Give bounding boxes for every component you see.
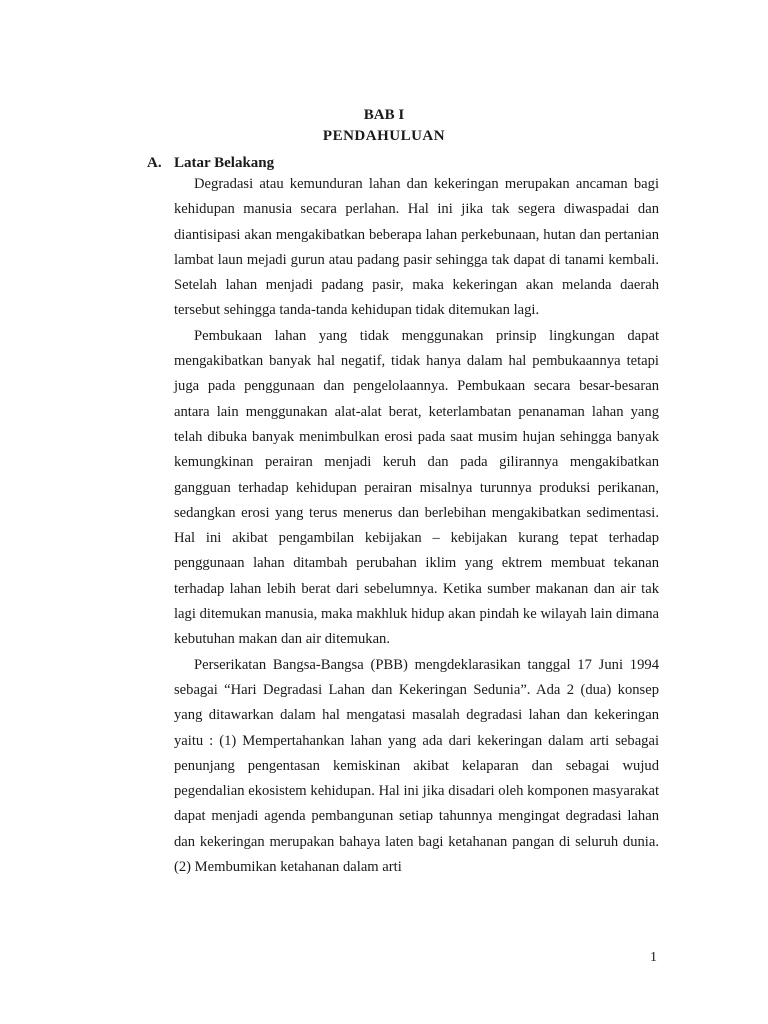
paragraph: Perserikatan Bangsa-Bangsa (PBB) mengdeklarasikan tanggal 17 Juni 1994 sebagai “Hari Degradasi Lahan dan Kekeringan Sedunia”. Ada 2 (dua) konsep yang ditawarkan dalam hal mengatasi masalah degradasi lahan dan kekeringan yaitu : (1) Mempertahankan lahan yang ada dari kekeringan dalam arti sebagai penunjang pengentasan kemiskinan akibat kelaparan dan sebagai wujud pegendalian ekosistem kehidupan. Hal ini jika disadari oleh komponen masyarakat dapat menjadi agenda pembangunan setiap tahunnya mengingat degradasi lahan dan kekeringan merupakan bahaya laten bagi ketahanan pangan di seluruh dunia. (2) Membumikan ketahanan dalam arti [174, 656, 659, 876]
paragraph: Pembukaan lahan yang tidak menggunakan prinsip lingkungan dapat mengakibatkan banyak hal negatif, tidak hanya dalam hal pembukaannya tetapi juga pada penggunaan dan pengelolaannya. Pembukaan secara besar-besaran antara lain menggunakan alat-alat berat, keterlambatan penanaman lahan yang telah dibuka banyak menimbulkan erosi pada saat musim hujan sehingga banyak kemungkinan perairan menjadi keruh dan pada gilirannya mengakibatkan gangguan terhadap kehidupan perairan misalnya turunnya produksi perikanan, sedangkan erosi yang terus menerus dan berlebihan mengakibatkan sedimentasi. Hal ini akibat pengambilan kebijakan – kebijakan kurang tepat terhadap penggunaan lahan ditambah perubahan iklim yang ektrem membuat tekanan terhadap lahan lebih berat dari sebelumnya. Ketika sumber makanan dan air tak lagi ditemukan manusia, maka makhluk hidup akan pindah ke wilayah lain dimana kebutuhan makan dan air ditemukan. [174, 327, 659, 648]
section-title: Latar Belakang [174, 155, 275, 171]
paragraph: Degradasi atau kemunduran lahan dan kekeringan merupakan ancaman bagi kehidupan manusia secara perlahan. Hal ini jika tak segera diwaspadai dan diantisipasi akan mengakibatkan beberapa lahan perkebunaan, hutan dan pertanian lambat laun mejadi gurun atau padang pasir sehingga tak dapat di tanami kembali. Setelah lahan menjadi padang pasir, maka kekeringan akan melanda daerah tersebut sehingga tanda-tanda kehidupan tidak ditemukan lagi. [174, 176, 659, 319]
chapter-title: PENDAHULUAN [322, 128, 446, 144]
body-text [174, 172, 659, 880]
section-number: A. [147, 155, 162, 171]
page-number: 1 [650, 950, 657, 965]
chapter-heading: BAB I [363, 107, 405, 123]
